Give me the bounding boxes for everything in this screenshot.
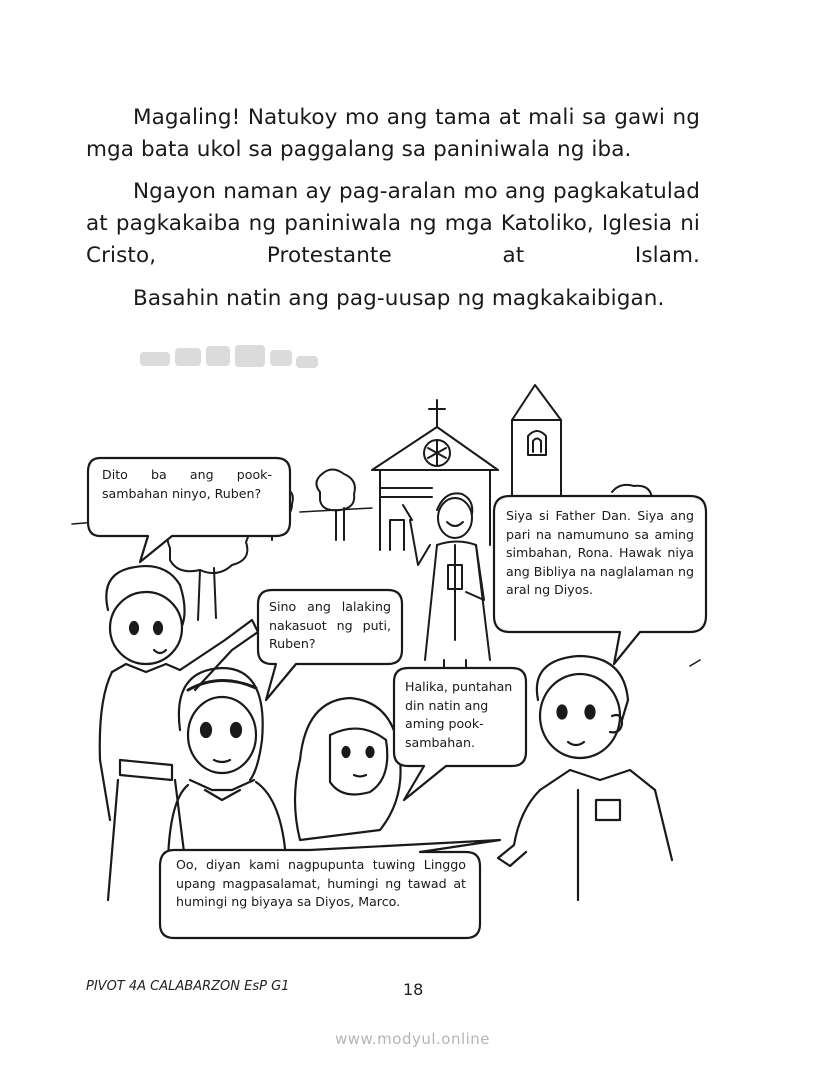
footer-module-label: PIVOT 4A CALABARZON EsP G1 (86, 979, 290, 994)
faded-banner (140, 345, 318, 368)
watermark: www.modyul.online (334, 1030, 491, 1048)
paragraph-3: Basahin natin ang pag-uusap ng magkakaibigan. (133, 286, 665, 311)
girl-hijab-figure (295, 698, 401, 840)
priest-figure (403, 493, 490, 668)
page-number: 18 (403, 980, 424, 999)
speech-bubble-5-text: Oo, diyan kami nagpupunta tuwing Linggo upang magpasalamat, humingi ng tawad at humingi ng biyaya sa Diyos, Marco. (176, 857, 466, 909)
speech-bubble-1-text: Dito ba ang pook-sambahan ninyo, Ruben? (102, 467, 272, 501)
speech-bubble-3-text: Siya si Father Dan. Siya ang pari na namumuno sa aming simbahan, Rona. Hawak niya ang Bibliya na naglalaman ng aral ng Diyos. (506, 508, 694, 597)
paragraph-2: Ngayon naman ay pag-aralan mo ang pagkakatulad at pagkakaiba ng paniniwala ng mga Katoliko, Iglesia ni Cristo, Protestante at Islam. (86, 179, 700, 268)
speech-bubble-2-text: Sino ang lalaking nakasuot ng puti, Ruben? (269, 599, 391, 651)
speech-bubble-4-text: Halika, puntahan din natin ang aming pook-sambahan. (405, 679, 513, 750)
paragraph-1: Magaling! Natukoy mo ang tama at mali sa gawi ng mga bata ukol sa paggalang sa paniniwala ng iba. (86, 105, 700, 162)
